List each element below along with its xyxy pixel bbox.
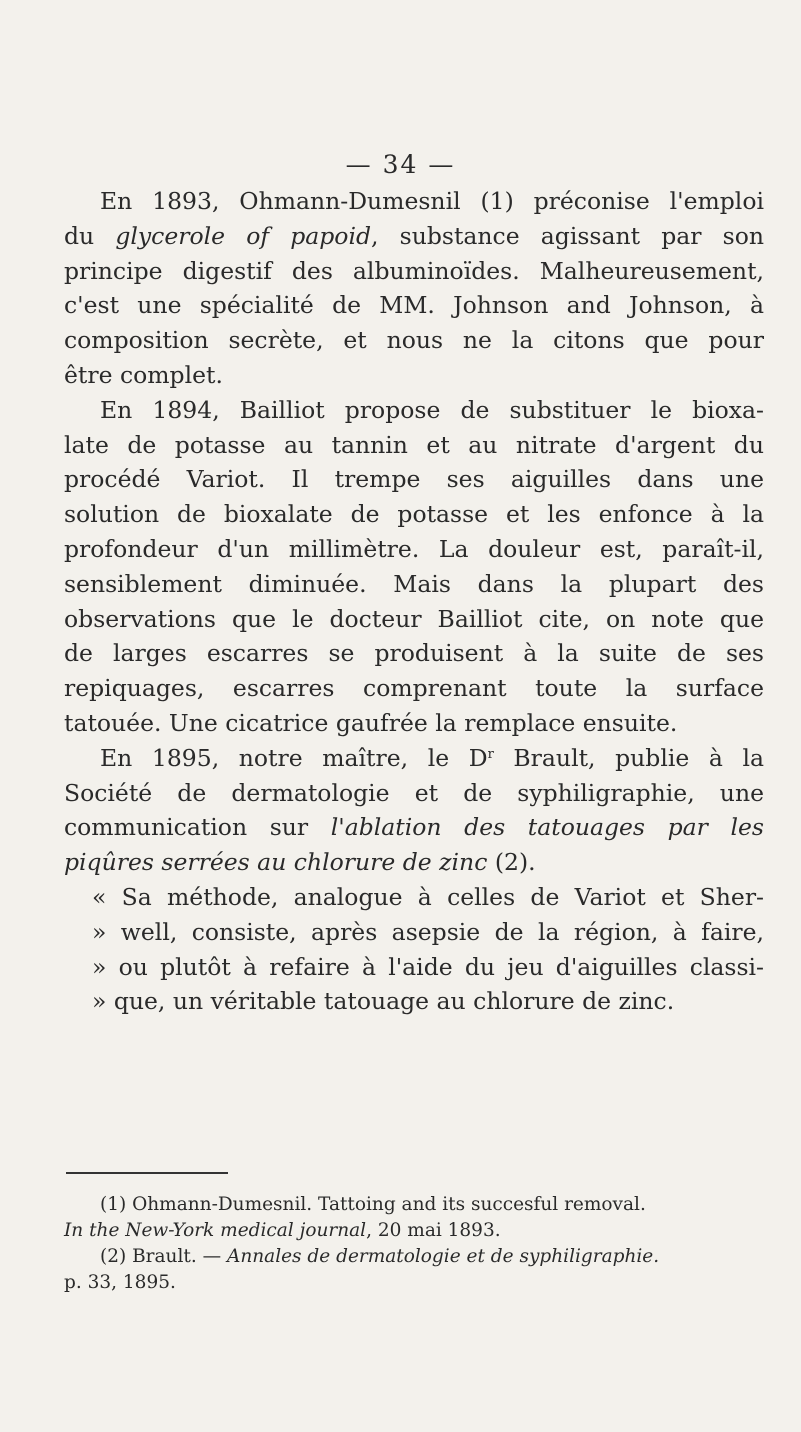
paragraph-1 [64,184,764,393]
paragraph-2 [64,393,764,741]
text-line: communication sur l'ablation des tatouages par les [64,813,764,842]
body-text [64,184,764,1019]
text-line: composition secrète, et nous ne la citons que pour [64,326,764,355]
product-name: glycerole of papoid [115,221,372,250]
text-line: » well, consiste, après asepsie de la région, à faire, [92,917,764,946]
text-line: » ou plutôt à refaire à l'aide du jeu d'aiguilles classi- [92,952,764,981]
text-line: de larges escarres se produisent à la suite de ses [64,639,764,668]
text-line: piqûres serrées au chlorure de zinc (2). [64,848,536,877]
text-line: c'est une spécialité de MM. Johnson and Johnson, à [64,291,764,320]
text-line: late de potasse au tannin et au nitrate d'argent du [64,430,764,459]
text-line: solution de bioxalate de potasse et les enfonce à la [64,500,764,529]
text-line: » que, un véritable tatouage au chlorure de zinc. [92,987,675,1016]
footnote-line: (2) Brault. — Annales de dermatologie et de syphiligraphie. [100,1246,660,1267]
footnotes [64,1192,764,1296]
text-line: principe digestif des albuminoïdes. Malheureusement, [64,256,764,285]
footnote-line: p. 33, 1895. [64,1272,176,1293]
article-title-cont: piqûres serrées au chlorure de zinc [64,848,488,877]
page-number: — 34 — [345,150,456,179]
quotation [64,880,764,1019]
text-line: « Sa méthode, analogue à celles de Variot et Sher- [92,882,764,911]
text-line: observations que le docteur Bailliot cite, on note que [64,604,764,633]
text-line: tatouée. Une cicatrice gaufrée la remplace ensuite. [64,708,678,737]
footnote-1 [64,1192,764,1244]
text-line: En 1895, notre maître, le $D^r$ Brault, publie à la [100,743,765,772]
text-line: repiquages, escarres comprenant toute la surface [64,674,764,703]
text-line: Société de dermatologie et de syphiligraphie, une [64,778,764,807]
paragraph-3 [64,741,764,880]
text-line: du glycerole of papoid, substance agissant par son [64,221,764,250]
article-title: l'ablation des tatouages par les [330,813,764,842]
text-line: procédé Variot. Il trempe ses aiguilles dans une [64,465,764,494]
footnote-line: (1) Ohmann-Dumesnil. Tattoing and its succesful removal. [100,1194,646,1215]
footnote-2 [64,1244,764,1296]
text-line: profondeur d'un millimètre. La douleur est, paraît-il, [64,534,764,563]
footnote-line: In the New-York medical journal, 20 mai 1893. [64,1220,501,1241]
text-line: En 1893, Ohmann-Dumesnil (1) préconise l'emploi [100,187,764,215]
text-line: être complet. [64,360,223,389]
text-line: sensiblement diminuée. Mais dans la plupart des [64,569,764,598]
text-line: En 1894, Bailliot propose de substituer le bioxa- [100,395,764,424]
footnote-rule [66,1172,228,1174]
